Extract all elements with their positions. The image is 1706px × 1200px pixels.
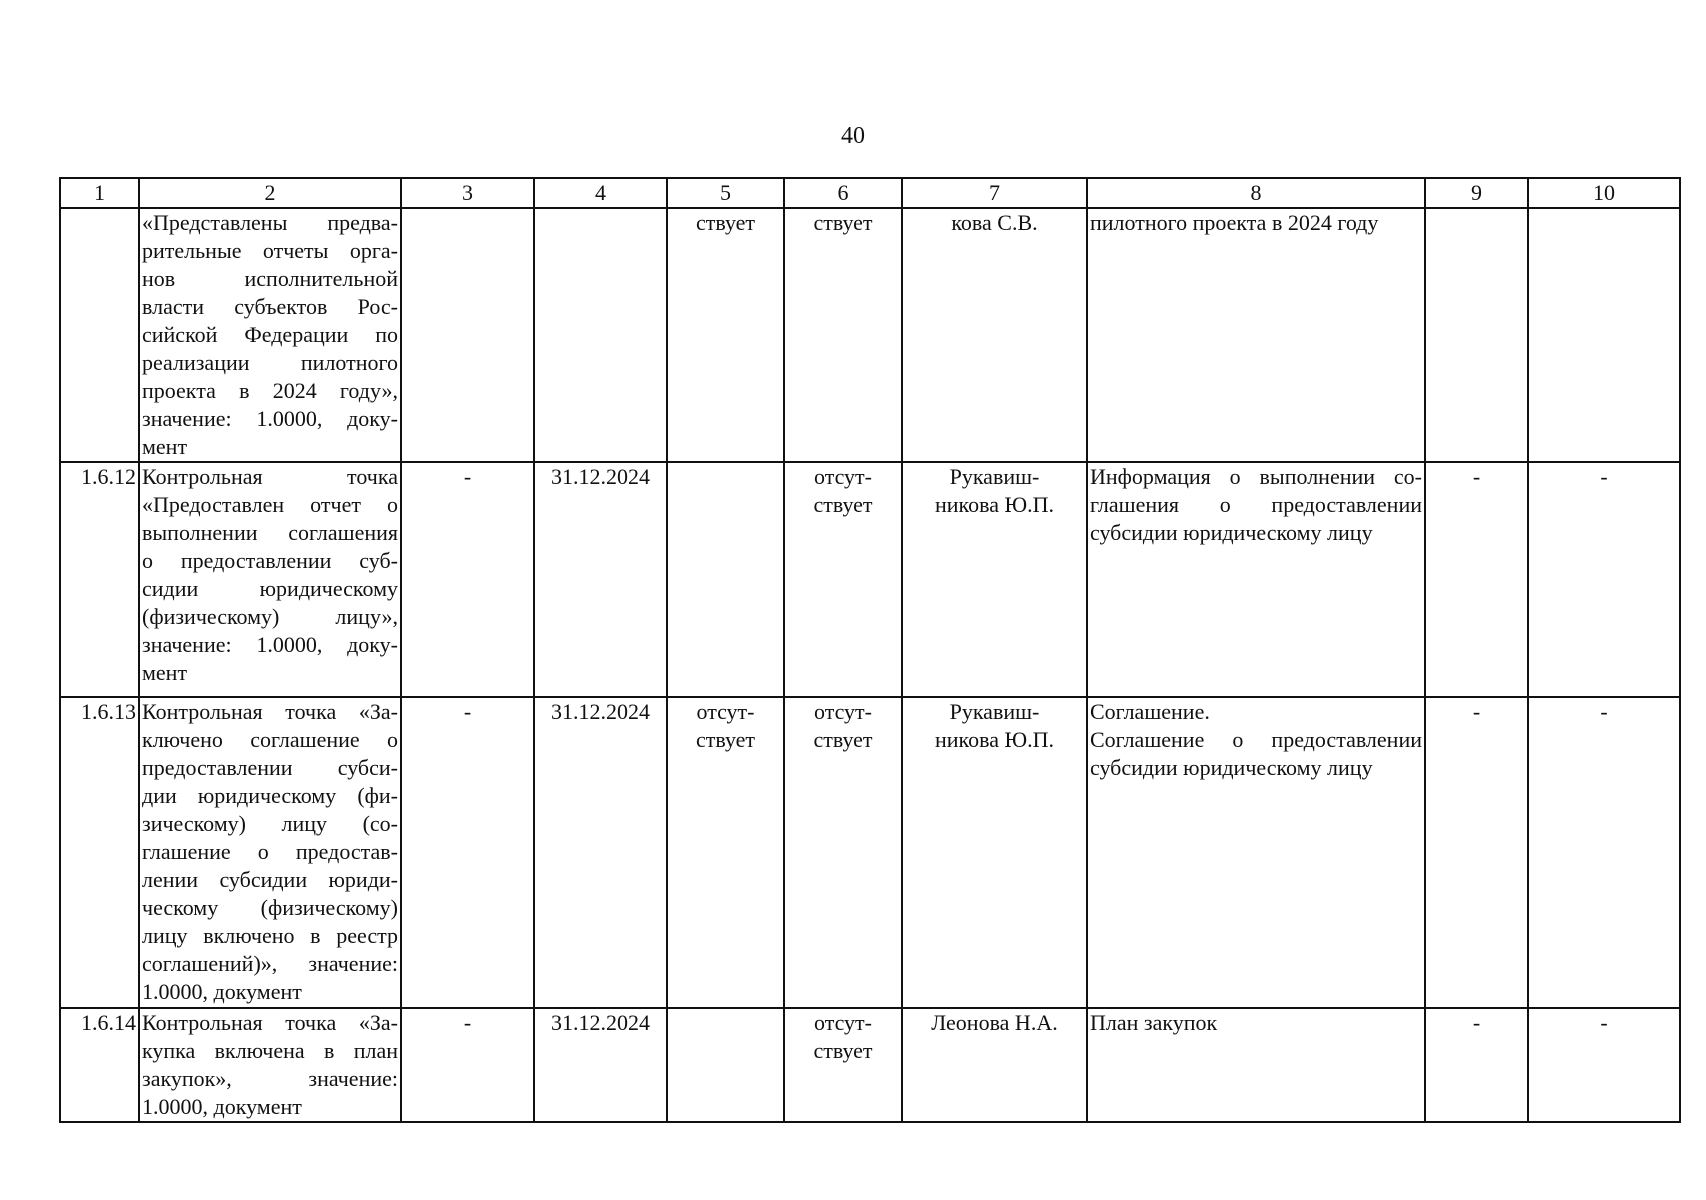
header-row	[60, 178, 1680, 208]
col5-cell	[667, 462, 784, 697]
responsible-cell: Рукавиш- никова Ю.П.	[902, 462, 1087, 697]
col9-cell	[1425, 208, 1528, 462]
cell-line: «Представлены предва-	[142, 210, 398, 235]
cell-line: мент	[142, 660, 188, 685]
responsible-cell: Леонова Н.А.	[902, 1008, 1087, 1122]
row-number-cell: 1.6.14	[60, 1008, 139, 1122]
cell-line: проекта в 2024 году»,	[142, 378, 398, 403]
col10-cell: -	[1528, 462, 1680, 697]
cell-line: Информация о выполнении со-	[1090, 464, 1422, 489]
deadline-cell	[534, 208, 667, 462]
description-cell	[139, 697, 401, 1008]
header-cell-8: 8	[1087, 178, 1425, 208]
col6-cell: ствует	[784, 208, 902, 462]
cell-line: Контрольная точка «За-	[142, 699, 398, 724]
document-cell	[1087, 208, 1425, 462]
cell-line: Контрольная точка «За-	[142, 1010, 398, 1035]
col9-cell: -	[1425, 1008, 1528, 1122]
cell-line: глашения о предоставлении	[1090, 492, 1422, 517]
cell-line: закупок», значение:	[142, 1066, 398, 1091]
row-number-cell: 1.6.12	[60, 462, 139, 697]
deadline-cell: 31.12.2024	[534, 462, 667, 697]
cell-line: дии юридическому (фи-	[142, 783, 398, 808]
cell-line: сийской Федерации по	[142, 322, 398, 347]
col10-cell: -	[1528, 697, 1680, 1008]
description-cell	[139, 1008, 401, 1122]
col9-cell: -	[1425, 462, 1528, 697]
header-cell-3: 3	[401, 178, 534, 208]
cell-line: о предоставлении суб-	[142, 548, 398, 573]
col5-cell	[667, 1008, 784, 1122]
table-row	[60, 697, 1680, 1008]
header-cell-9: 9	[1425, 178, 1528, 208]
col10-cell: -	[1528, 1008, 1680, 1122]
cell-line: (физическому) лицу»,	[142, 604, 398, 629]
cell-line: значение: 1.0000, доку-	[142, 632, 398, 657]
cell-line: пилотного проекта в 2024 году	[1090, 210, 1379, 235]
cell-line: лении субсидии юриди-	[142, 867, 398, 892]
cell-line: ческому (физическому)	[142, 895, 398, 920]
row-number-cell: 1.6.13	[60, 697, 139, 1008]
cell-line: купка включена в план	[142, 1038, 398, 1063]
cell-line: Соглашение о предоставлении	[1090, 727, 1422, 752]
col3-cell	[401, 208, 534, 462]
cell-line: субсидии юридическому лицу	[1090, 520, 1373, 545]
col3-cell: -	[401, 1008, 534, 1122]
description-cell	[139, 462, 401, 697]
page-number: 40	[841, 123, 865, 149]
table-row	[60, 208, 1680, 462]
col6-cell: отсут- ствует	[784, 462, 902, 697]
table-body	[60, 208, 1680, 1122]
cell-line: 1.0000, документ	[142, 1094, 302, 1119]
document-cell	[1087, 697, 1425, 1008]
cell-line: Соглашение.	[1090, 699, 1210, 724]
header-cell-5: 5	[667, 178, 784, 208]
cell-line: Контрольная точка	[142, 464, 398, 489]
document-cell	[1087, 1008, 1425, 1122]
cell-line: реализации пилотного	[142, 350, 398, 375]
col10-cell	[1528, 208, 1680, 462]
cell-line: субсидии юридическому лицу	[1090, 755, 1373, 780]
responsible-cell: кова С.В.	[902, 208, 1087, 462]
table-row	[60, 462, 1680, 697]
cell-line: значение: 1.0000, доку-	[142, 406, 398, 431]
col9-cell: -	[1425, 697, 1528, 1008]
deadline-cell: 31.12.2024	[534, 697, 667, 1008]
cell-line: нов исполнительной	[142, 266, 398, 291]
cell-line: лицу включено в реестр	[142, 923, 398, 948]
deadline-cell: 31.12.2024	[534, 1008, 667, 1122]
header-cell-4: 4	[534, 178, 667, 208]
col6-cell: отсут- ствует	[784, 1008, 902, 1122]
col3-cell: -	[401, 697, 534, 1008]
table-row	[60, 1008, 1680, 1122]
cell-line: План закупок	[1090, 1010, 1218, 1035]
cell-line: сидии юридическому	[142, 576, 398, 601]
cell-line: рительные отчеты орга-	[142, 238, 398, 263]
cell-line: «Предоставлен отчет о	[142, 492, 398, 517]
col6-cell: отсут- ствует	[784, 697, 902, 1008]
cell-line: власти субъектов Рос-	[142, 294, 398, 319]
header-cell-7: 7	[902, 178, 1087, 208]
responsible-cell: Рукавиш- никова Ю.П.	[902, 697, 1087, 1008]
row-number-cell	[60, 208, 139, 462]
cell-line: 1.0000, документ	[142, 979, 302, 1004]
cell-line: мент	[142, 434, 188, 459]
cell-line: зическому) лицу (со-	[142, 811, 398, 836]
cell-line: предоставлении субси-	[142, 755, 398, 780]
header-cell-10: 10	[1528, 178, 1680, 208]
header-cell-2: 2	[139, 178, 401, 208]
cell-line: ключено соглашение о	[142, 727, 398, 752]
col3-cell: -	[401, 462, 534, 697]
header-cell-1: 1	[60, 178, 139, 208]
cell-line: соглашений)», значение:	[142, 951, 398, 976]
col5-cell: отсут- ствует	[667, 697, 784, 1008]
cell-line: глашение о предостав-	[142, 839, 398, 864]
description-cell	[139, 208, 401, 462]
document-cell	[1087, 462, 1425, 697]
header-cell-6: 6	[784, 178, 902, 208]
col5-cell: ствует	[667, 208, 784, 462]
control-points-table	[59, 177, 1681, 1123]
cell-line: выполнении соглашения	[142, 520, 398, 545]
